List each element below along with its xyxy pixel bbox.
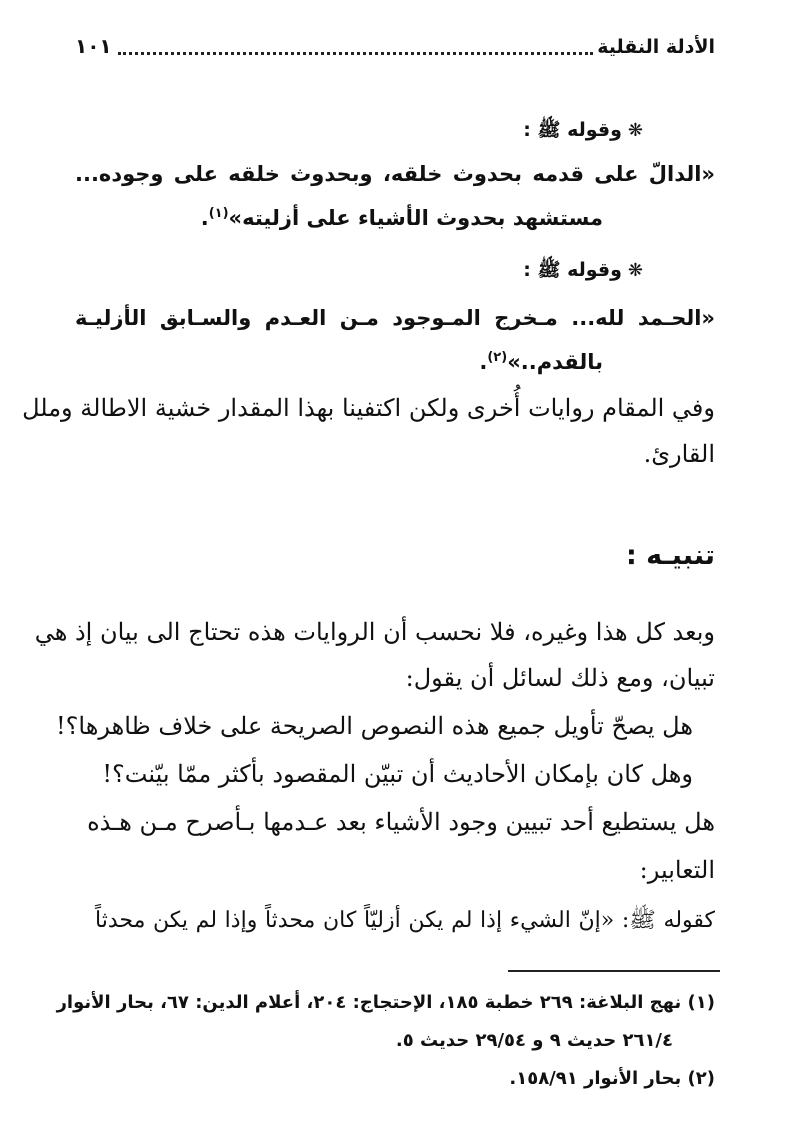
- quote-1-line-1: «الدالّ على قدمه بحدوث خلقه، وبحدوث خلقه على وجوده...: [75, 162, 715, 186]
- paragraph-line-2: القارئ.: [643, 440, 715, 468]
- section-heading: تنبيـه :: [625, 540, 715, 571]
- running-header-title: الأدلة النقلية: [597, 36, 715, 58]
- footnote-ref-2[interactable]: (٢): [487, 350, 508, 365]
- question-2: وهل كان بإمكان الأحاديث أن تبيّن المقصود بأكثر ممّا بيّنت؟!: [102, 760, 693, 788]
- footnote-1-line-1: (١) نهج البلاغة: ٢٦٩ خطبة ١٨٥، الإحتجاج: ٢٠٤، أعلام الدين: ٦٧، بحار الأنوار: [56, 992, 715, 1013]
- quote-label-1: ❋وقوله ﷺ :: [523, 119, 643, 141]
- hadith-quote-line: كقوله ﷺ: «إنّ الشيء إذا لم يكن أزليّاً كان محدثاً وإذا لم يكن محدثاً: [95, 908, 715, 933]
- quote-label-2: ❋وقوله ﷺ :: [523, 259, 643, 281]
- quote-1-line-2: مستشهد بحدوث الأشياء على أزليته»$^{(١)}$.: [200, 206, 603, 230]
- footnote-ref-1[interactable]: (١): [208, 206, 229, 221]
- page-number: ١٠١: [75, 34, 112, 58]
- asterism-icon: ❋: [627, 260, 643, 281]
- question-3-line-2: التعابير:: [639, 856, 715, 884]
- question-1: هل يصحّ تأويل جميع هذه النصوص الصريحة على خلاف ظاهرها؟!: [56, 712, 693, 740]
- section2-line-1: وبعد كل هذا وغيره، فلا نحسب أن الروايات هذه تحتاج الى بيان إذ هي: [34, 618, 715, 646]
- quote-2-line-2: بالقدم..»$^{(٢)}$.: [479, 350, 603, 374]
- section2-line-2: تبيان، ومع ذلك لسائل أن يقول:: [405, 664, 715, 692]
- footnote-2: (٢) بحار الأنوار ١٥٨/٩١.: [509, 1068, 715, 1089]
- quote-2-line-1: «الحـمد لله... مـخرج المـوجود مـن العـدم والسـابق الأزليـة: [75, 306, 715, 330]
- paragraph-line-1: وفي المقام روايات أُخرى ولكن اكتفينا بهذا المقدار خشية الاطالة وملل: [22, 394, 715, 422]
- footnote-1-line-2: ٢٦١/٤ حديث ٩ و ٢٩/٥٤ حديث ٥.: [395, 1030, 673, 1051]
- question-3-line-1: هل يستطيع أحد تبيين وجود الأشياء بعد عـدمها بـأصرح مـن هـذه: [87, 808, 715, 836]
- header-dot-leader: [118, 52, 593, 55]
- footnote-separator: [508, 970, 720, 972]
- asterism-icon: ❋: [627, 120, 643, 141]
